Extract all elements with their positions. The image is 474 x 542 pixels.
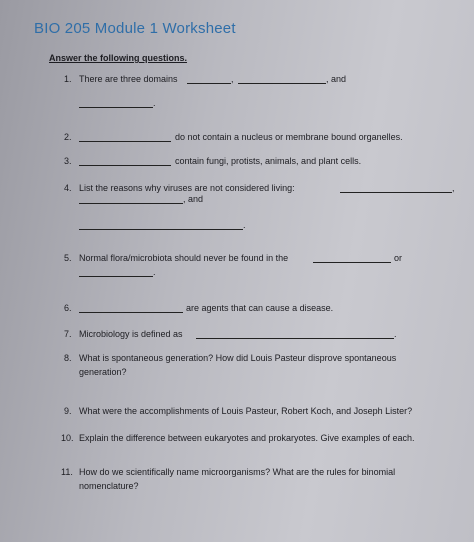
question-5-text: Normal flora/microbiota should never be found in the [79,253,289,263]
question-number: 11. [61,467,73,477]
period: . [153,98,156,108]
conjunction-or: or [394,253,403,263]
question-number: 8. [64,353,72,363]
question-7-text: Microbiology is defined as [79,329,183,339]
period: . [243,220,246,230]
period: . [394,329,397,339]
instructions-heading: Answer the following questions. [49,53,188,63]
answer-blank[interactable] [79,107,153,108]
question-11-line-1: How do we scientifically name microorganisms? What are the rules for binomial [79,467,396,477]
answer-blank[interactable] [196,338,394,339]
conjunction-and: , and [183,194,204,204]
answer-blank[interactable] [238,83,326,84]
answer-blank[interactable] [79,276,153,277]
question-9-text: What were the accomplishments of Louis Pasteur, Robert Koch, and Joseph Lister? [79,406,413,416]
answer-blank[interactable] [79,229,243,230]
question-6-text: are agents that can cause a disease. [186,303,334,313]
question-1-text: There are three domains [79,74,178,84]
question-number: 1. [64,74,72,84]
answer-blank[interactable] [79,203,183,204]
question-number: 6. [64,303,72,313]
question-8-line-2: generation? [79,367,127,377]
question-4-text: List the reasons why viruses are not considered living: [79,183,295,193]
answer-blank[interactable] [79,141,171,142]
answer-blank[interactable] [79,165,171,166]
answer-blank[interactable] [313,262,391,263]
question-number: 7. [64,329,72,339]
question-number: 2. [64,132,72,142]
answer-blank[interactable] [340,192,452,193]
question-10-text: Explain the difference between eukaryotes and prokaryotes. Give examples of each. [79,433,415,443]
question-number: 9. [64,406,72,416]
question-number: 4. [64,183,72,193]
answer-blank[interactable] [187,83,231,84]
question-2-text: do not contain a nucleus or membrane bound organelles. [175,132,403,142]
conjunction-and: , and [326,74,347,84]
question-3-text: contain fungi, protists, animals, and plant cells. [175,156,362,166]
answer-blank[interactable] [79,312,183,313]
question-number: 10. [61,433,74,443]
question-11-line-2: nomenclature? [79,481,139,491]
period: . [153,267,156,277]
question-8-line-1: What is spontaneous generation? How did Louis Pasteur disprove spontaneous [79,353,397,363]
comma: , [452,183,455,193]
page-title: BIO 205 Module 1 Worksheet [34,20,236,37]
question-number: 3. [64,156,72,166]
question-number: 5. [64,253,72,263]
comma: , [231,74,234,84]
